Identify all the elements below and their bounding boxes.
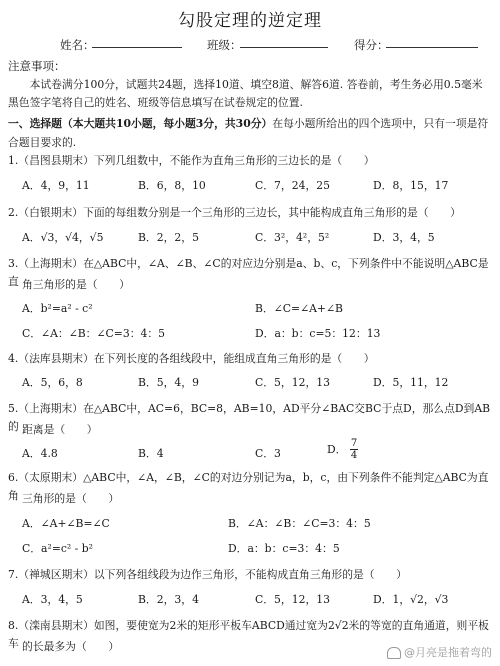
watermark	[387, 644, 492, 660]
question-5-option-a: A．4.8	[22, 447, 58, 460]
question-5-fraction	[350, 438, 358, 461]
question-6-option-a: A．∠A+∠B=∠C	[22, 517, 110, 530]
question-3-option-d: D．a：b：c=5：12：13	[255, 327, 381, 340]
question-4-option-c: C．5，12，13	[255, 376, 330, 389]
section-rest: 在每小题所给出的四个选项中，只有一项是符合题目要求的.	[8, 117, 489, 149]
class-blank	[240, 47, 328, 48]
fraction-numerator: 7	[350, 438, 358, 449]
question-8-stem-line2: 的长最多为（ ）	[22, 640, 120, 653]
question-2-option-a: A．√3，√4，√5	[22, 231, 104, 244]
question-5-option-c: C．3	[255, 447, 281, 460]
notes-text: 本试卷满分100分，试题共24题，选择10道、填空8道、解答6道. 答卷前，考生务必用0.5毫米黑色签字笔将自己的姓名、班级等信息填写在试卷规定的位置.	[8, 78, 483, 109]
question-5-stem-line1: 5.（上海期末）在△ABC中，AC=6，BC=8，AB=10，AD平分∠BAC交BC于点D，那么点D到AB的	[8, 402, 491, 433]
notes-heading: 注意事项：	[8, 59, 66, 73]
question-6-stem-line1: 6.（太原期末）△ABC中，∠A，∠B，∠C的对边分别记为a，b，c，由下列条件不能判定△ABC为直角	[8, 471, 489, 502]
question-4-option-b: B．5，4，9	[138, 376, 199, 389]
question-4-option-a: A．5，6，8	[22, 376, 83, 389]
question-3-stem-line1: 3.（上海期末）在△ABC中，∠A、∠B、∠C的对应边分别是a、b、c，下列条件中不能说明△ABC是直	[8, 257, 489, 288]
class-label: 班级：	[207, 38, 242, 52]
section-prefix: 一、选择题（本大题共10小题，每小题3分，共30分）	[8, 117, 273, 130]
question-5-option-d-label: D．	[327, 443, 347, 456]
question-4-option-d: D．5，11，12	[373, 376, 449, 389]
question-4-stem: 4.（法库县期末）在下列长度的各组线段中，能组成直角三角形的是（ ）	[8, 352, 375, 365]
question-5-stem-line2: 距离是（ ）	[22, 423, 98, 436]
question-1-option-a: A．4，9，11	[22, 179, 90, 192]
question-6-option-b: B．∠A：∠B：∠C=3：4：5	[228, 517, 371, 530]
question-2-stem: 2.（白银期末）下面的每组数分别是一个三角形的三边长，其中能构成直角三角形的是（ ）	[8, 206, 461, 219]
watermark-logo-icon	[387, 647, 401, 659]
question-1-option-d: D．8，15，17	[373, 179, 449, 192]
watermark-text: @月亮是拖着弯的	[404, 646, 492, 659]
question-6-option-d: D．a：b：c=3：4：5	[228, 542, 340, 555]
page-title: 勾股定理的逆定理	[178, 11, 322, 31]
question-7-option-c: C．5，12，13	[255, 593, 330, 606]
question-3-stem-line2: 角三角形的是（ ）	[22, 278, 130, 291]
question-5-option-b: B．4	[138, 447, 164, 460]
question-1-stem: 1.（昌图县期末）下列几组数中，不能作为直角三角形的三边长的是（ ）	[8, 154, 375, 167]
score-label: 得分：	[354, 38, 389, 52]
question-1-option-c: C．7，24，25	[255, 179, 330, 192]
fraction-denominator: 4	[350, 450, 358, 461]
question-3-option-b: B．∠C=∠A+∠B	[255, 302, 343, 315]
question-2-option-b: B．2，2，5	[138, 231, 199, 244]
question-3-option-c: C．∠A：∠B：∠C=3：4：5	[22, 327, 166, 340]
question-5-option-d	[327, 438, 358, 461]
question-6-option-c: C．a²=c² - b²	[22, 542, 93, 555]
name-blank	[92, 47, 182, 48]
question-7-stem: 7.（禅城区期末）以下列各组线段为边作三角形，不能构成直角三角形的是（ ）	[8, 568, 407, 581]
section-heading	[8, 114, 492, 152]
question-2-option-d: D．3，4，5	[373, 231, 435, 244]
name-label: 姓名：	[60, 38, 95, 52]
question-7-option-a: A．3，4，5	[22, 593, 83, 606]
question-2-option-c: C．3²，4²，5²	[255, 231, 330, 244]
question-7-option-d: D．1，√2，√3	[373, 593, 449, 606]
question-3-option-a: A．b²=a² - c²	[22, 302, 93, 315]
score-blank	[386, 47, 478, 48]
question-8-stem-line1: 8.（滦南县期末）如图，要使宽为2米的矩形平板车ABCD通过宽为2√2米的等宽的直角通道，则平板车	[8, 619, 489, 650]
question-1-option-b: B．6，8，10	[138, 179, 206, 192]
question-7-option-b: B．2，3，4	[138, 593, 199, 606]
question-6-stem-line2: 三角形的是（ ）	[22, 492, 120, 505]
